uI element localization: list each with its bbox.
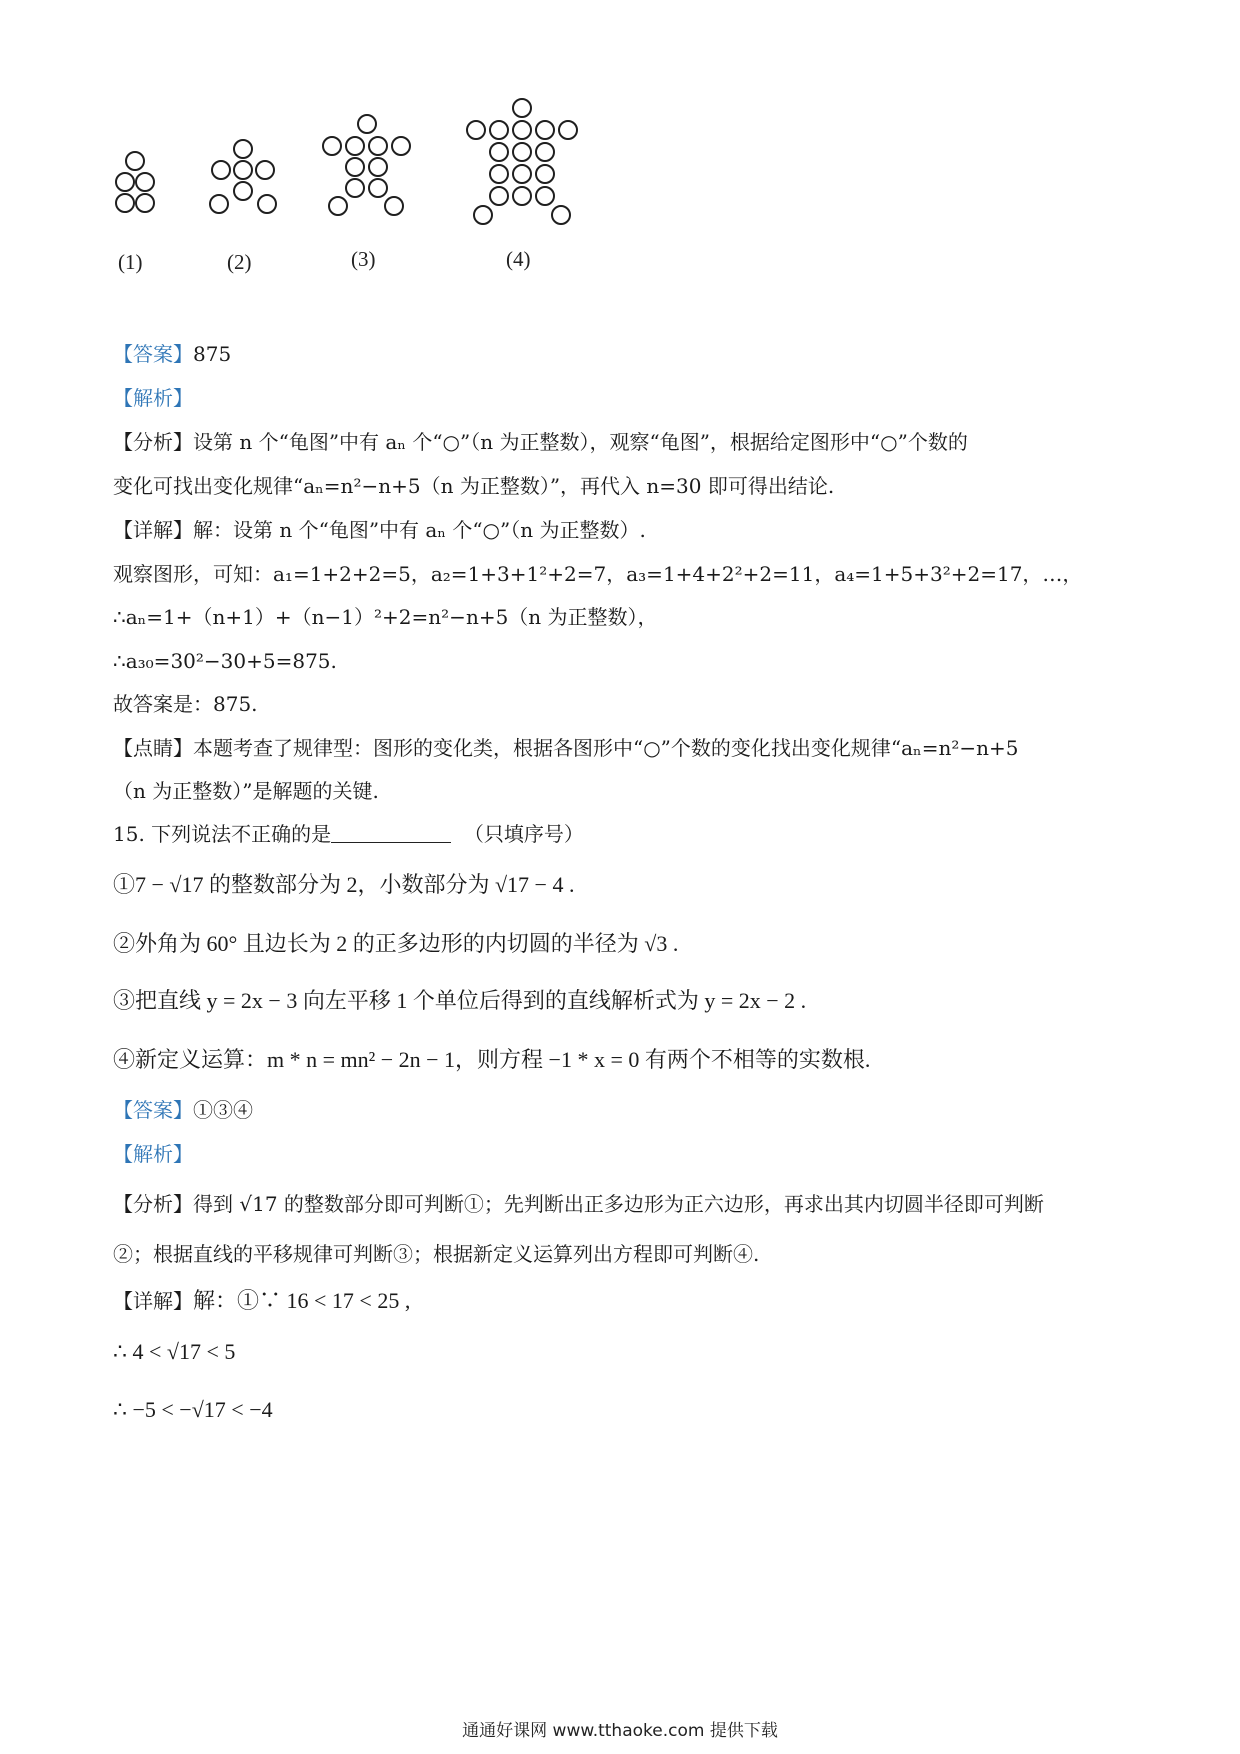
dianjing-text: 本题考查了规律型：图形的变化类，根据各图形中“○”个数的变化找出变化规律“aₙ=n²−n+5	[193, 736, 1019, 760]
fig3-circle	[369, 137, 387, 155]
q15-fenxi-line-2: ②；根据直线的平移规律可判断③；根据新定义运算列出方程即可判断④.	[113, 1242, 760, 1266]
fig1-circle	[116, 194, 134, 212]
q14-fenxi-line-1	[113, 428, 968, 456]
q15-stem	[113, 820, 584, 848]
fig4-circle	[513, 99, 531, 117]
fig3-circle	[369, 179, 387, 197]
fig3-circle	[346, 137, 364, 155]
fig4-circle	[536, 143, 554, 161]
q15-item-4: ④新定义运算：m * n = mn² − 2n − 1，则方程 −1 * x = 0 有两个不相等的实数根.	[113, 1047, 871, 1072]
fig4-circle	[536, 121, 554, 139]
fig4-circle	[474, 206, 492, 224]
fig4-circle	[513, 187, 531, 205]
fenxi-tag: 【分析】	[113, 430, 193, 454]
q15-item-1: ①7 − √17 的整数部分为 2，小数部分为 √17 − 4 .	[113, 872, 575, 897]
fig2-circle	[212, 161, 230, 179]
q15-fenxi-line-1	[113, 1190, 1044, 1218]
fig4-circle	[536, 165, 554, 183]
fig2-circle	[234, 161, 252, 179]
detail-tag: 【详解】	[113, 518, 193, 542]
detail-text: 解：①∵ 16 < 17 < 25 ,	[193, 1288, 411, 1313]
fig4-circle	[552, 206, 570, 224]
q15-detail-line-2: ∴ 4 < √17 < 5	[113, 1339, 236, 1364]
fig2-circle	[256, 161, 274, 179]
detail-text: 解：设第 n 个“龟图”中有 aₙ 个“○”（n 为正整数）.	[193, 518, 646, 542]
fig3-circle	[385, 197, 403, 215]
fig3-label: (3)	[351, 247, 376, 271]
answer-blank	[331, 822, 451, 843]
q14-detail-line-2: 观察图形，可知：a₁=1+2+2=5，a₂=1+3+1²+2=7，a₃=1+4+2²+2=11，a₄=1+5+3²+2=17，…，	[113, 562, 1083, 586]
fig3-circle	[329, 197, 347, 215]
q14-detail-line-4: ∴a₃₀=30²−30+5=875.	[113, 649, 337, 673]
fig3-circle	[369, 158, 387, 176]
q14-fenxi-line-2: 变化可找出变化规律“aₙ=n²−n+5（n 为正整数）”，再代入 n=30 即可得出结论.	[113, 474, 835, 498]
q15-item-2: ②外角为 60° 且边长为 2 的正多边形的内切圆的半径为 √3 .	[113, 931, 679, 956]
answer-tag: 【答案】	[113, 1098, 193, 1122]
turtle-figure	[110, 95, 670, 295]
fig1-circle	[136, 173, 154, 191]
fig3-circle	[392, 137, 410, 155]
fig1-label: (1)	[118, 250, 143, 274]
q15-stem-text: 15. 下列说法不正确的是	[113, 822, 332, 846]
q15-analysis-tag: 【解析】	[113, 1142, 193, 1166]
fig4-circle	[536, 187, 554, 205]
fenxi-text: 得到 √17 的整数部分即可判断①；先判断出正多边形为正六边形，再求出其内切圆半径即可判断	[193, 1192, 1044, 1216]
fig3-circle	[358, 115, 376, 133]
fig4-circle	[513, 121, 531, 139]
fig1-circle	[136, 194, 154, 212]
fig3-circle	[323, 137, 341, 155]
q14-detail-line-3: ∴aₙ=1+（n+1）+（n−1）²+2=n²−n+5（n 为正整数），	[113, 605, 658, 629]
q15-answer	[113, 1096, 253, 1124]
q14-detail-line-5: 故答案是：875.	[113, 692, 258, 716]
q14-answer	[113, 340, 231, 368]
fig2-label: (2)	[227, 250, 252, 274]
page-footer: 通通好课网 www.tthaoke.com 提供下载	[462, 1721, 778, 1741]
fig2-circle	[210, 195, 228, 213]
q14-detail-line-1	[113, 516, 646, 544]
fig4-circle	[513, 143, 531, 161]
fig4-circle	[513, 165, 531, 183]
q14-dianjing-line-2: （n 为正整数）”是解题的关键.	[113, 779, 379, 803]
fig1-circle	[126, 152, 144, 170]
fenxi-text: 设第 n 个“龟图”中有 aₙ 个“○”（n 为正整数），观察“龟图”，根据给定图形中“○”个数的	[193, 430, 968, 454]
fig4-circle	[490, 165, 508, 183]
fig4-circle	[490, 187, 508, 205]
fig4-circle	[559, 121, 577, 139]
detail-tag: 【详解】	[113, 1289, 193, 1313]
answer-value: 875	[193, 342, 232, 366]
answer-value: ①③④	[193, 1098, 253, 1122]
q15-item-3: ③把直线 y = 2x − 3 向左平移 1 个单位后得到的直线解析式为 y = 2x − 2 .	[113, 988, 807, 1013]
q15-stem-suffix: （只填序号）	[463, 822, 584, 846]
fig2-circle	[258, 195, 276, 213]
fig3-circle	[346, 158, 364, 176]
fig2-circle	[234, 182, 252, 200]
fig4-circle	[490, 143, 508, 161]
q15-detail-line-3: ∴ −5 < −√17 < −4	[113, 1397, 273, 1422]
fig4-circle	[467, 121, 485, 139]
q14-dianjing-line-1	[113, 734, 1018, 762]
q15-detail-line-1	[113, 1287, 410, 1315]
fig4-circle	[490, 121, 508, 139]
fig3-circle	[346, 179, 364, 197]
answer-tag: 【答案】	[113, 342, 193, 366]
fig2-circle	[234, 140, 252, 158]
q14-analysis-tag: 【解析】	[113, 386, 193, 410]
fig1-circle	[116, 173, 134, 191]
fenxi-tag: 【分析】	[113, 1192, 193, 1216]
fig4-label: (4)	[506, 247, 531, 271]
turtle-figure-svg	[110, 95, 670, 295]
dianjing-tag: 【点睛】	[113, 736, 193, 760]
